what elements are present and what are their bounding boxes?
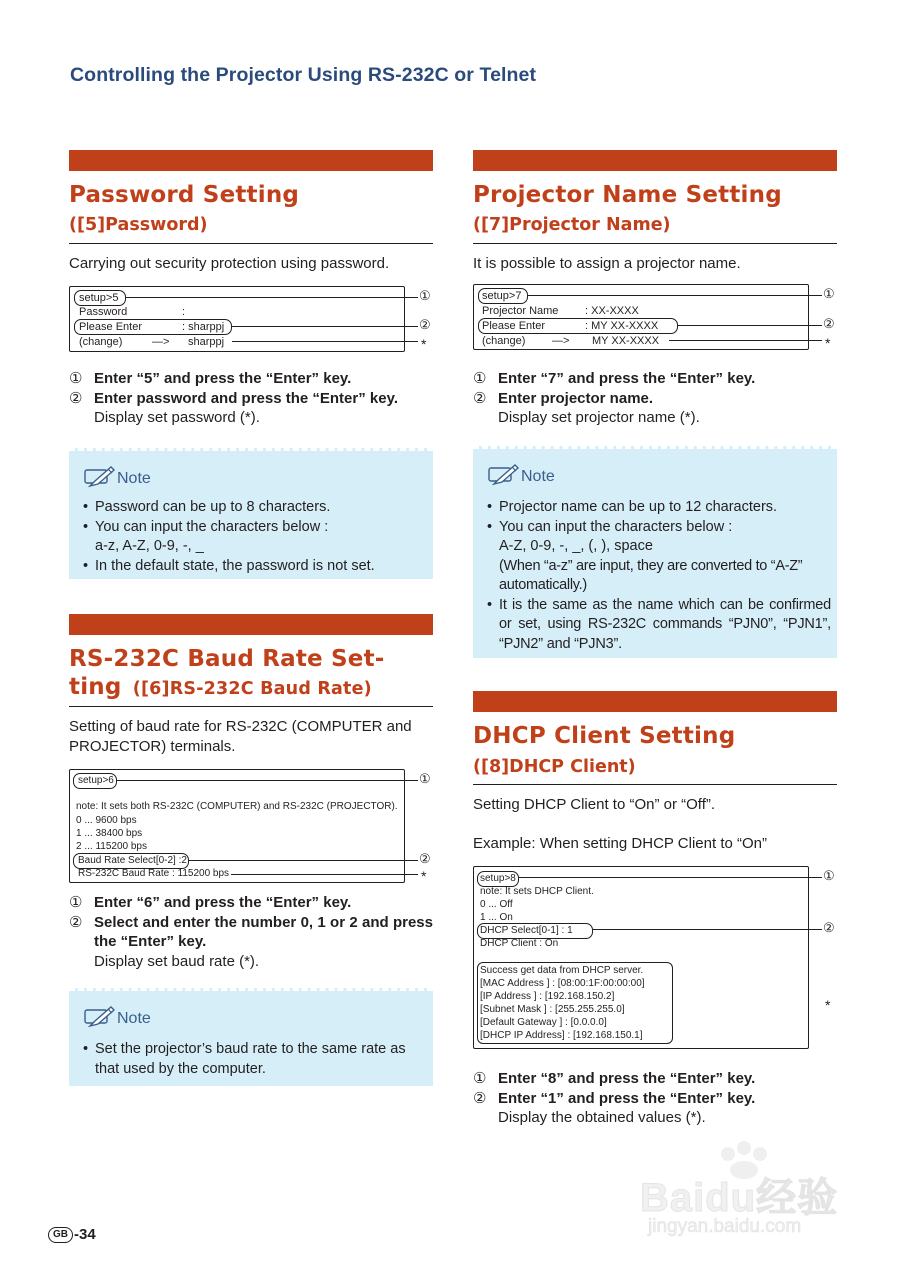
watermark-brand: Baidu经验 xyxy=(640,1176,839,1220)
section-title: DHCP Client Setting xyxy=(473,723,736,749)
section-bar xyxy=(473,150,837,171)
callout-2: ② xyxy=(823,316,835,331)
step-result: Display the obtained values (*). xyxy=(498,1109,706,1126)
callout-star: * xyxy=(421,336,427,352)
callout-leader xyxy=(188,860,418,861)
pencil-note-icon xyxy=(485,462,519,486)
note-item-cont: A-Z, 0-9, -, _, (, ), space xyxy=(499,538,653,554)
terminal-line: Success get data from DHCP server. xyxy=(480,965,644,976)
terminal-line: [Subnet Mask ] : [255.255.255.0] xyxy=(480,1004,625,1015)
section-intro: It is possible to assign a projector name. xyxy=(473,255,741,272)
terminal-line: : MY XX-XXXX xyxy=(585,320,659,332)
terminal-line: note: It sets DHCP Client. xyxy=(480,886,594,897)
step-item: ② Enter projector name. xyxy=(473,389,654,407)
terminal-line: Password xyxy=(79,306,128,318)
callout-2: ② xyxy=(419,851,431,866)
step-list xyxy=(473,1069,837,1128)
section-bar xyxy=(69,150,433,171)
callout-leader xyxy=(527,295,822,296)
terminal-line: : XX-XXXX xyxy=(585,305,639,317)
callout-1: ① xyxy=(419,771,431,786)
terminal-box xyxy=(69,286,405,352)
baidu-watermark xyxy=(640,1140,870,1250)
terminal-line: [IP Address ] : [192.168.150.2] xyxy=(480,991,615,1002)
terminal-line: Projector Name xyxy=(482,305,559,317)
note-item: • You can input the characters below : xyxy=(487,518,831,538)
terminal-line: setup>6 xyxy=(78,775,114,786)
callout-star: * xyxy=(825,997,831,1013)
note-header xyxy=(81,464,151,488)
step-list xyxy=(69,893,433,971)
terminal-line: DHCP Client : On xyxy=(480,938,559,949)
note-list xyxy=(83,1040,427,1079)
terminal-line: 1 ... 38400 bps xyxy=(76,828,143,839)
callout-leader xyxy=(592,929,822,930)
terminal-line: setup>8 xyxy=(480,873,516,884)
terminal-line: Please Enter xyxy=(482,320,545,332)
callout-star: * xyxy=(421,868,427,884)
section-rule xyxy=(69,243,433,244)
example-text: Example: When setting DHCP Client to “On” xyxy=(473,835,768,852)
callout-2: ② xyxy=(419,317,431,332)
step-item: ① Enter “7” and press the “Enter” key. xyxy=(473,370,756,387)
terminal-line: Please Enter xyxy=(79,321,142,333)
terminal-line: DHCP Select[0-1] : 1 xyxy=(480,925,573,936)
note-item-cont: (When “a-z” are input, they are converted to “A-Z” automatically.) xyxy=(499,557,803,593)
terminal-line: —> xyxy=(552,335,570,347)
terminal-box xyxy=(69,769,405,883)
step-result: Display set baud rate (*). xyxy=(94,952,260,970)
note-item: • In the default state, the password is not set. xyxy=(83,557,427,577)
terminal-line: [DHCP IP Address] : [192.168.150.1] xyxy=(480,1030,643,1041)
pencil-note-icon xyxy=(81,1004,115,1028)
note-label: Note xyxy=(521,468,555,485)
callout-leader xyxy=(231,326,418,327)
terminal-line: MY XX-XXXX xyxy=(592,335,660,347)
note-label: Note xyxy=(117,470,151,487)
terminal-line: (change) xyxy=(482,335,526,347)
right-column xyxy=(473,0,837,1280)
terminal-line: setup>7 xyxy=(482,290,522,302)
note-item: • It is the same as the name which can be confirmed or set, using RS-232C commands “PJN0”, “PJN1”, “PJN2” and “PJN3”. xyxy=(487,596,831,655)
watermark-url: jingyan.baidu.com xyxy=(648,1216,802,1237)
step-item: ② Select and enter the number 0, 1 or 2 and press the “Enter” key. xyxy=(69,913,433,950)
note-header xyxy=(485,462,555,486)
page-number: -34 xyxy=(74,1226,96,1243)
terminal-line: setup>5 xyxy=(79,292,119,304)
section-bar xyxy=(473,691,837,712)
section-title: Password Setting xyxy=(69,182,300,208)
callout-leader xyxy=(232,341,418,342)
note-item: • Set the projector’s baud rate to the same rate as that used by the computer. xyxy=(83,1040,427,1079)
callout-1: ① xyxy=(419,288,431,303)
callout-leader xyxy=(116,780,418,781)
terminal-line: (change) xyxy=(79,336,123,348)
terminal-line: sharppj xyxy=(188,336,225,348)
section-title: RS-232C Baud Rate Set- xyxy=(69,646,385,672)
terminal-line: Baud Rate Select[0-2] :2 xyxy=(78,855,187,866)
note-item: • Projector name can be up to 12 characters. xyxy=(487,498,831,518)
callout-1: ① xyxy=(823,868,835,883)
step-item: ② Enter “1” and press the “Enter” key. xyxy=(473,1089,756,1107)
step-result: Display set projector name (*). xyxy=(498,409,700,426)
callout-star: * xyxy=(825,335,831,351)
section-rule xyxy=(69,706,433,707)
left-column xyxy=(69,0,433,1280)
callout-leader xyxy=(231,874,418,875)
note-box xyxy=(69,988,433,1086)
callout-leader xyxy=(125,297,418,298)
step-list xyxy=(473,369,837,428)
callout-1: ① xyxy=(823,286,835,301)
section-rule xyxy=(473,243,837,244)
section-subtitle: ([7]Projector Name) xyxy=(473,215,671,235)
step-item: ② Enter password and press the “Enter” key. xyxy=(69,389,398,407)
terminal-line: 0 ... Off xyxy=(480,899,513,910)
section-intro: Setting DHCP Client to “On” or “Off”. xyxy=(473,796,716,813)
step-item: ① Enter “5” and press the “Enter” key. xyxy=(69,370,352,387)
step-item: ① Enter “8” and press the “Enter” key. xyxy=(473,1070,756,1087)
note-list xyxy=(487,498,831,654)
terminal-line: RS-232C Baud Rate : 115200 bps xyxy=(78,868,230,879)
section-bar xyxy=(69,614,433,635)
section-title-line2: ting ([6]RS-232C Baud Rate) xyxy=(69,674,372,700)
note-header xyxy=(81,1004,151,1028)
note-box xyxy=(69,448,433,579)
callout-leader xyxy=(677,325,822,326)
step-item: ① Enter “6” and press the “Enter” key. xyxy=(69,894,352,911)
terminal-line: [MAC Address ] : [08:00:1F:00:00:00] xyxy=(480,978,645,989)
callout-leader xyxy=(518,877,822,878)
note-box xyxy=(473,446,837,658)
terminal-line: : xyxy=(182,306,186,318)
section-rule xyxy=(473,784,837,785)
terminal-line: note: It sets both RS-232C (COMPUTER) and RS-232C (PROJECTOR). xyxy=(76,801,398,812)
region-badge: GB xyxy=(48,1227,73,1243)
terminal-line: —> xyxy=(152,336,170,348)
section-intro: Setting of baud rate for RS-232C (COMPUTER and PROJECTOR) terminals. xyxy=(69,718,412,755)
page-footer xyxy=(48,1226,96,1243)
terminal-line: : sharppj xyxy=(182,321,225,333)
page-header: Controlling the Projector Using RS-232C or Telnet xyxy=(70,64,537,86)
note-list xyxy=(83,498,427,576)
terminal-line: [Default Gateway ] : [0.0.0.0] xyxy=(480,1017,607,1028)
section-intro: Carrying out security protection using password. xyxy=(69,255,390,272)
note-item-cont: a-z, A-Z, 0-9, -, _ xyxy=(95,538,204,554)
terminal-box xyxy=(473,866,809,1049)
terminal-line: 1 ... On xyxy=(480,912,513,923)
section-title: Projector Name Setting xyxy=(473,182,782,208)
step-result: Display set password (*). xyxy=(94,409,260,426)
terminal-line: 0 ... 9600 bps xyxy=(76,815,137,826)
note-item: • You can input the characters below : xyxy=(83,518,427,538)
pencil-note-icon xyxy=(81,464,115,488)
callout-2: ② xyxy=(823,920,835,935)
callout-leader xyxy=(669,340,822,341)
note-item: • Password can be up to 8 characters. xyxy=(83,498,427,518)
terminal-line: 2 ... 115200 bps xyxy=(76,841,147,852)
step-list xyxy=(69,369,433,428)
section-subtitle: ([8]DHCP Client) xyxy=(473,757,636,777)
section-subtitle: ([5]Password) xyxy=(69,215,208,235)
note-label: Note xyxy=(117,1010,151,1027)
